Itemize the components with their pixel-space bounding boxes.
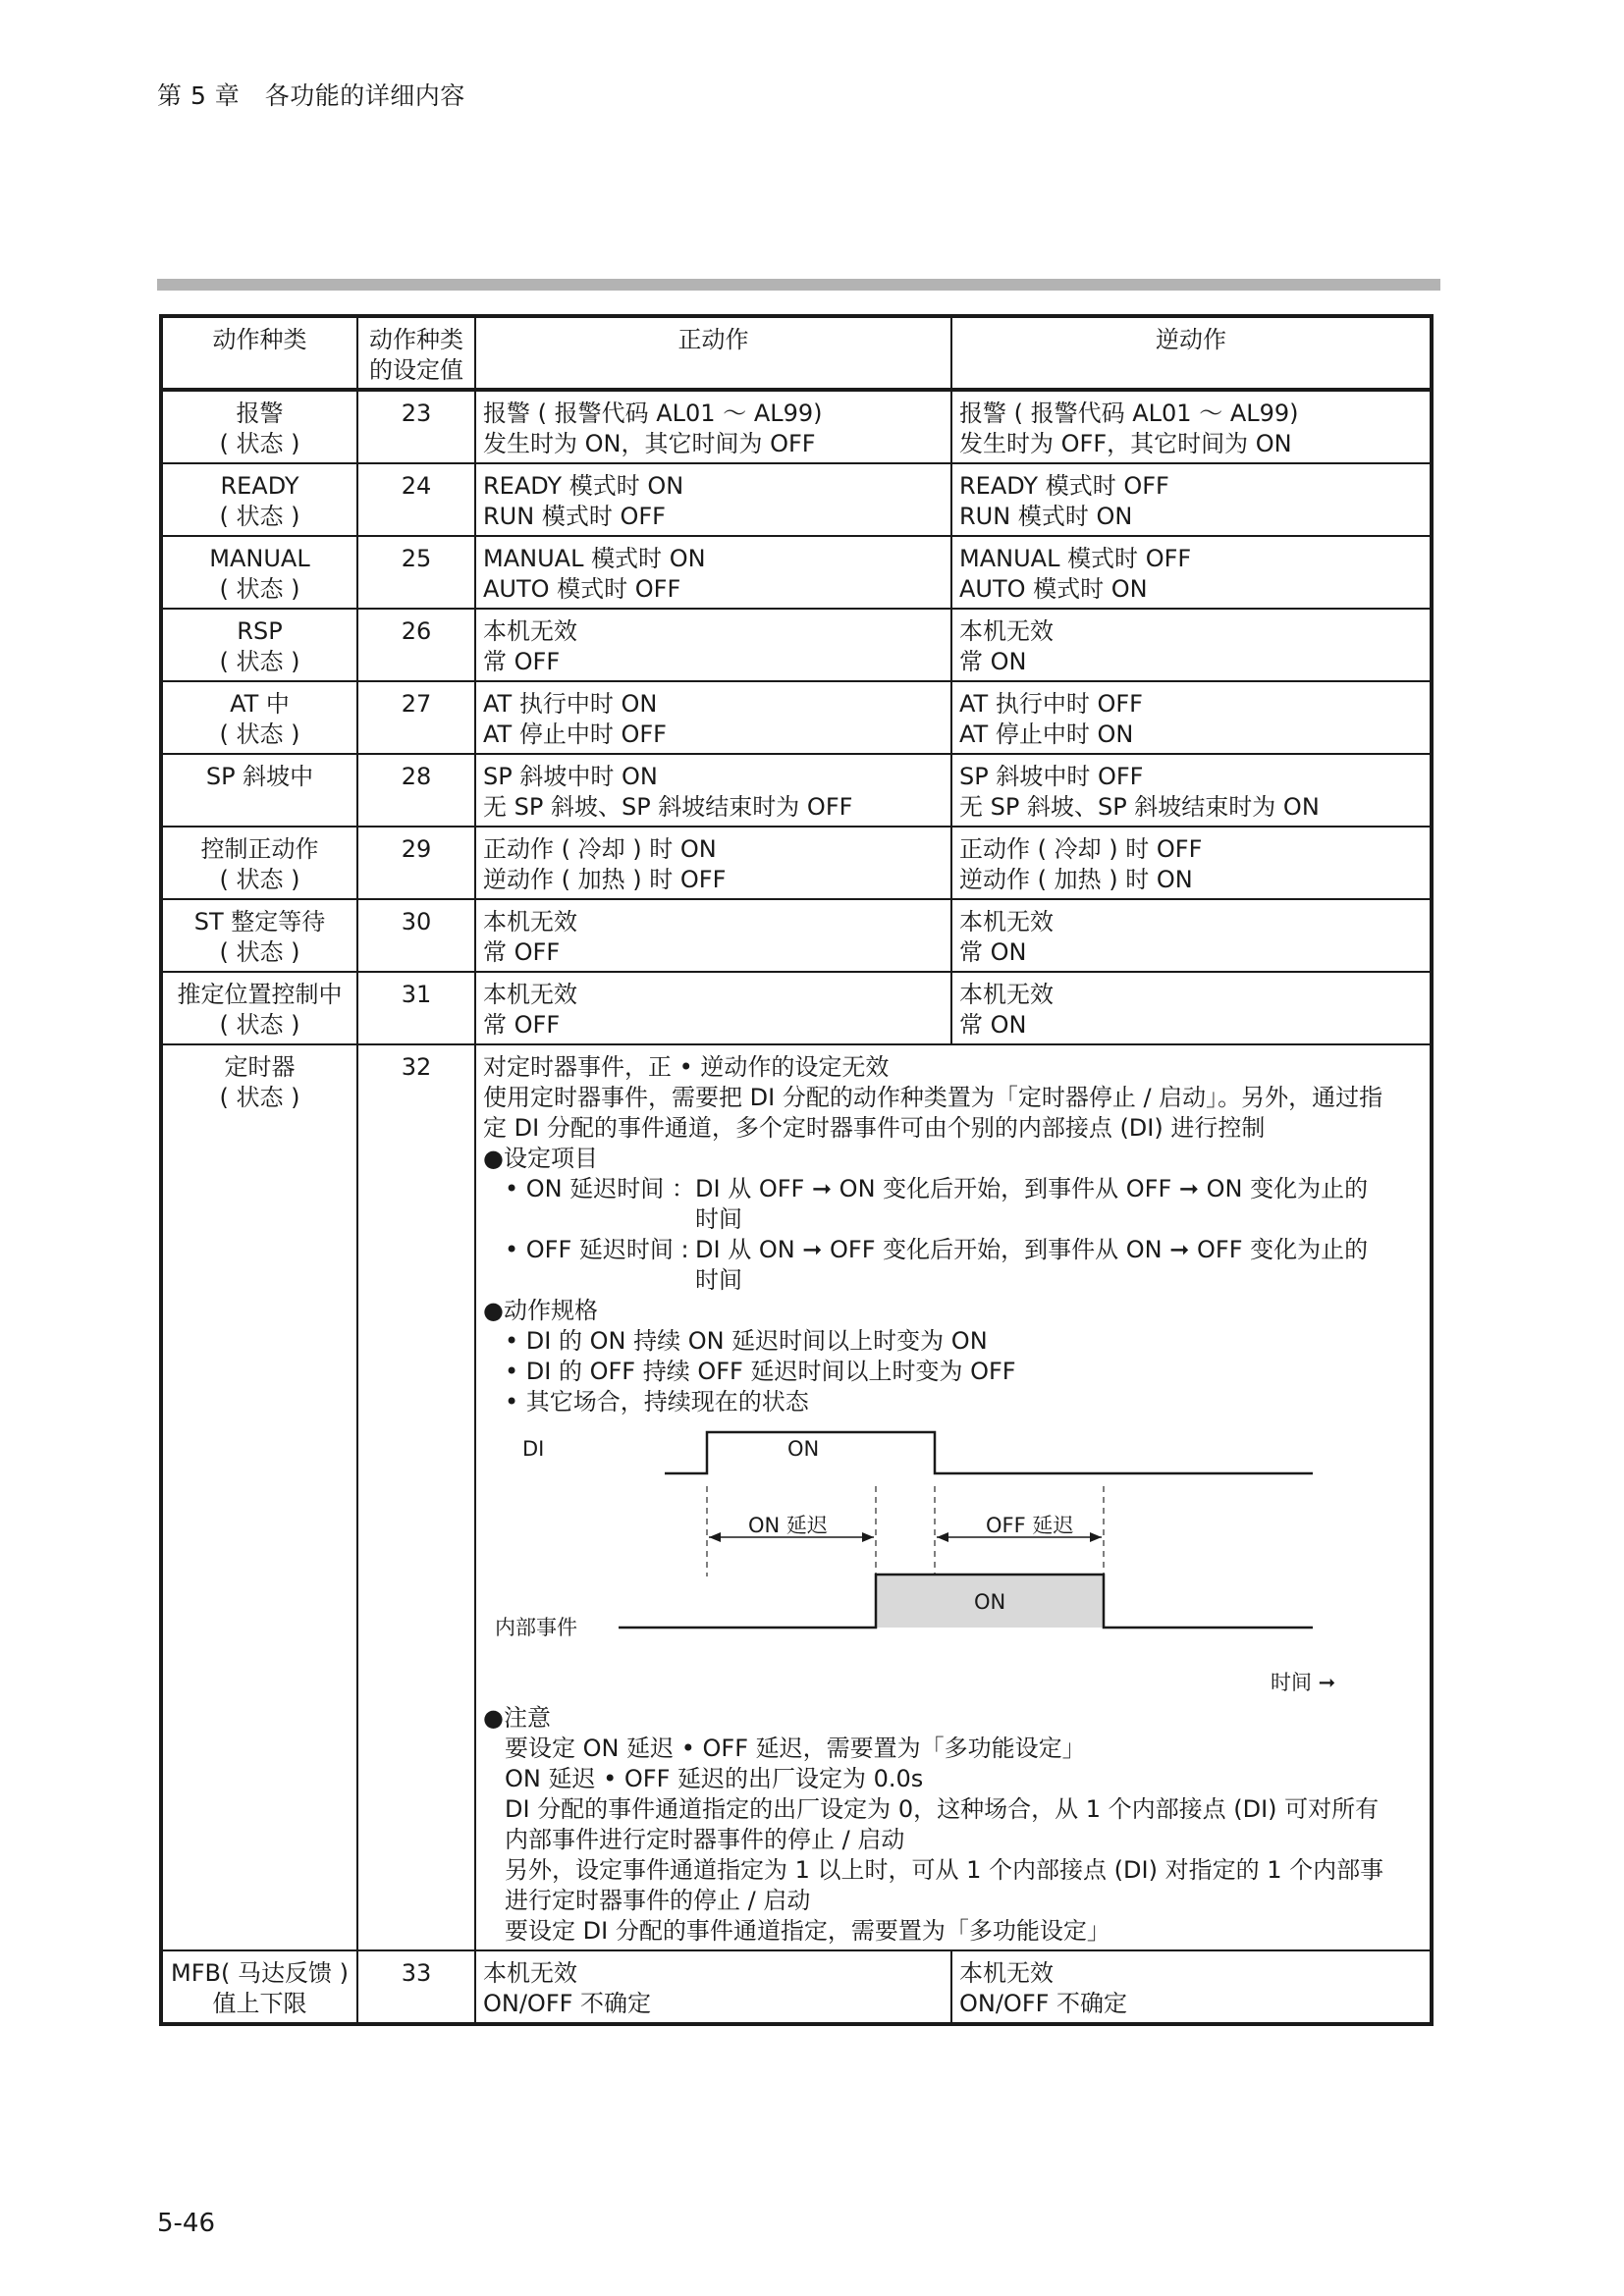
page-number: 5-46	[157, 2209, 216, 2238]
setting-value-cell: 28	[357, 754, 475, 827]
note-line: 内部事件进行定时器事件的停止 / 启动	[505, 1826, 905, 1853]
table-row	[161, 754, 1432, 827]
timer-intro-line: 对定时器事件，正 • 逆动作的设定无效	[483, 1053, 890, 1081]
di-on-label: ON	[787, 1437, 820, 1461]
timer-type-cell: 定时器 ( 状态 )	[161, 1044, 357, 1950]
internal-event-label: 内部事件	[495, 1616, 577, 1639]
timer-row	[161, 1044, 1432, 1950]
time-axis-label: 时间 ➞	[1271, 1671, 1336, 1694]
table-row	[161, 463, 1432, 536]
spec-item: • DI 的 ON 持续 ON 延迟时间以上时变为 ON	[505, 1327, 988, 1355]
table-row	[161, 536, 1432, 609]
table-row	[161, 681, 1432, 754]
setting-value-cell: 29	[357, 827, 475, 899]
action-type-cell: AT 中 ( 状态 )	[161, 681, 357, 754]
reverse-action-cell: SP 斜坡中时 OFF 无 SP 斜坡、SP 斜坡结束时为 ON	[951, 754, 1432, 827]
setting-value-cell: 31	[357, 972, 475, 1044]
timer-code-cell: 32	[357, 1044, 475, 1950]
table-row	[161, 827, 1432, 899]
reverse-action-cell: 本机无效 常 ON	[951, 972, 1432, 1044]
setting-value-cell: 25	[357, 536, 475, 609]
setting-value-cell: 24	[357, 463, 475, 536]
spec-item: • 其它场合，持续现在的状态	[505, 1388, 809, 1415]
reverse-action-cell: 本机无效 常 ON	[951, 899, 1432, 972]
setting-desc: DI 从 ON ➞ OFF 变化后开始，到事件从 ON ➞ OFF 变化为止的 时间	[695, 1236, 1369, 1294]
header-rule	[157, 279, 1440, 291]
arrowhead	[937, 1532, 948, 1542]
reverse-action-cell: MANUAL 模式时 OFF AUTO 模式时 ON	[951, 536, 1432, 609]
table-row	[161, 899, 1432, 972]
note-line: 要设定 DI 分配的事件通道指定，需要置为「多功能设定」	[505, 1917, 1110, 1945]
table-row	[161, 390, 1432, 463]
header-action-type: 动作种类	[161, 316, 357, 390]
normal-action-cell: READY 模式时 ON RUN 模式时 OFF	[475, 463, 951, 536]
timer-description-cell	[475, 1044, 1432, 1950]
setting-label: • OFF 延迟时间 :	[505, 1236, 689, 1263]
action-type-cell: RSP ( 状态 )	[161, 609, 357, 681]
event-on-label: ON	[974, 1590, 1006, 1614]
setting-value-cell: 30	[357, 899, 475, 972]
di-signal-line	[665, 1432, 1313, 1473]
spec-item: • DI 的 OFF 持续 OFF 延迟时间以上时变为 OFF	[505, 1358, 1016, 1385]
action-type-cell: 控制正动作 ( 状态 )	[161, 827, 357, 899]
normal-action-cell: MANUAL 模式时 ON AUTO 模式时 OFF	[475, 536, 951, 609]
reverse-action-cell: 报警 ( 报警代码 AL01 ～ AL99) 发生时为 OFF，其它时间为 ON	[951, 390, 1432, 463]
normal-action-cell: 本机无效 常 OFF	[475, 609, 951, 681]
note-line: 要设定 ON 延迟 • OFF 延迟，需要置为「多功能设定」	[505, 1735, 1086, 1762]
settings-title: ●设定项目	[483, 1145, 598, 1172]
normal-action-cell: 正动作 ( 冷却 ) 时 ON 逆动作 ( 加热 ) 时 OFF	[475, 827, 951, 899]
normal-action-cell: 本机无效 常 OFF	[475, 899, 951, 972]
table-body	[161, 390, 1432, 2024]
setting-value-cell: 23	[357, 390, 475, 463]
normal-action-cell: 本机无效 常 OFF	[475, 972, 951, 1044]
setting-value-cell: 33	[357, 1950, 475, 2024]
action-type-cell: MANUAL ( 状态 )	[161, 536, 357, 609]
on-delay-label: ON 延迟	[748, 1514, 828, 1537]
setting-value-cell: 26	[357, 609, 475, 681]
arrowhead	[862, 1532, 874, 1542]
header-reverse-action: 逆动作	[951, 316, 1432, 390]
reverse-action-cell: READY 模式时 OFF RUN 模式时 ON	[951, 463, 1432, 536]
reverse-action-cell: 正动作 ( 冷却 ) 时 OFF 逆动作 ( 加热 ) 时 ON	[951, 827, 1432, 899]
arrowhead	[709, 1532, 721, 1542]
chapter-title: 第 5 章 各功能的详细内容	[157, 81, 465, 110]
action-type-cell: MFB( 马达反馈 ) 值上下限	[161, 1950, 357, 2024]
header-setting-value: 动作种类 的设定值	[357, 316, 475, 390]
reverse-action-cell: AT 执行中时 OFF AT 停止中时 ON	[951, 681, 1432, 754]
di-label: DI	[522, 1437, 545, 1461]
off-delay-label: OFF 延迟	[986, 1514, 1074, 1537]
note-title: ●注意	[483, 1704, 551, 1732]
setting-desc: DI 从 OFF ➞ ON 变化后开始，到事件从 OFF ➞ ON 变化为止的 时间	[695, 1175, 1369, 1233]
setting-value-cell: 27	[357, 681, 475, 754]
action-type-cell: READY ( 状态 )	[161, 463, 357, 536]
arrowhead	[1090, 1532, 1102, 1542]
action-type-cell: 报警 ( 状态 )	[161, 390, 357, 463]
timer-intro-line: 使用定时器事件，需要把 DI 分配的动作种类置为「定时器停止 / 启动」。另外，通过指	[483, 1084, 1383, 1111]
normal-action-cell: 本机无效 ON/OFF 不确定	[475, 1950, 951, 2024]
table-header-row	[161, 316, 1432, 390]
reverse-action-cell: 本机无效 常 ON	[951, 609, 1432, 681]
table-row	[161, 609, 1432, 681]
normal-action-cell: SP 斜坡中时 ON 无 SP 斜坡、SP 斜坡结束时为 OFF	[475, 754, 951, 827]
table-row	[161, 972, 1432, 1044]
action-type-cell: 推定位置控制中 ( 状态 )	[161, 972, 357, 1044]
note-line: ON 延迟 • OFF 延迟的出厂设定为 0.0s	[505, 1765, 924, 1792]
timing-diagram	[483, 1429, 1367, 1699]
reverse-action-cell: 本机无效 ON/OFF 不确定	[951, 1950, 1432, 2024]
settings-list	[483, 1174, 1423, 1296]
normal-action-cell: 报警 ( 报警代码 AL01 ～ AL99) 发生时为 ON，其它时间为 OFF	[475, 390, 951, 463]
header-normal-action: 正动作	[475, 316, 951, 390]
spec-title: ●动作规格	[483, 1297, 598, 1324]
table-row	[161, 1950, 1432, 2024]
normal-action-cell: AT 执行中时 ON AT 停止中时 OFF	[475, 681, 951, 754]
note-line: DI 分配的事件通道指定的出厂设定为 0，这种场合，从 1 个内部接点 (DI) 可对所有	[505, 1795, 1380, 1823]
timer-intro-line: 定 DI 分配的事件通道，多个定时器事件可由个别的内部接点 (DI) 进行控制	[483, 1114, 1266, 1142]
action-type-cell: ST 整定等待 ( 状态 )	[161, 899, 357, 972]
note-line: 另外，设定事件通道指定为 1 以上时，可从 1 个内部接点 (DI) 对指定的 1 个内部事	[505, 1856, 1384, 1884]
action-type-table	[159, 314, 1434, 2026]
note-line: 进行定时器事件的停止 / 启动	[505, 1887, 811, 1914]
action-type-cell: SP 斜坡中	[161, 754, 357, 827]
setting-label: • ON 延迟时间 ：	[505, 1175, 695, 1202]
